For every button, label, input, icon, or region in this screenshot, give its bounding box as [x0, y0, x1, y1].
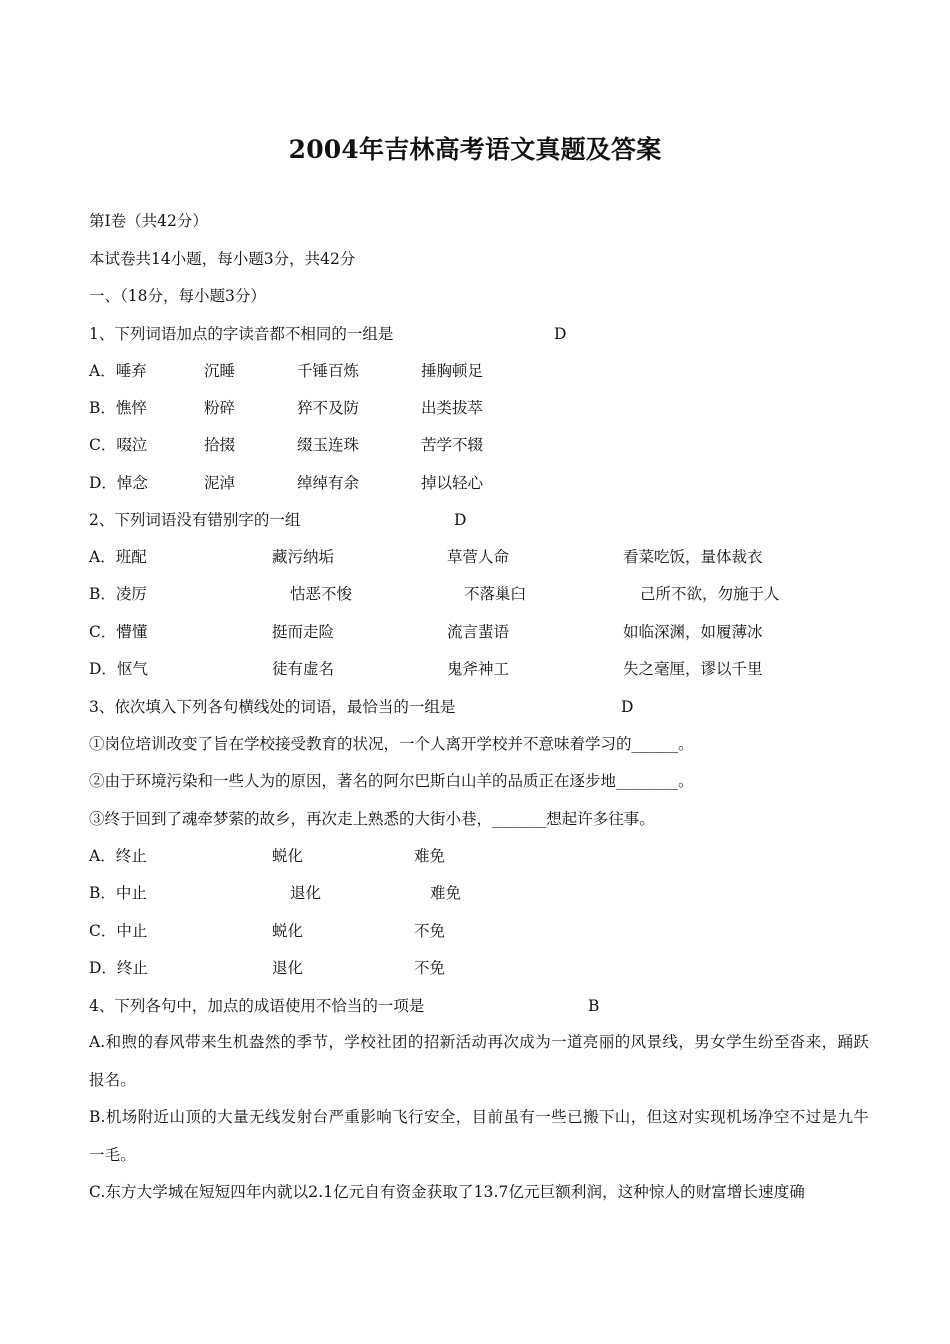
q3-option-b-3: 难免: [430, 884, 462, 902]
question-3-answer: D: [621, 698, 634, 716]
q2-option-a-2: 藏污纳垢: [272, 548, 335, 566]
q1-option-d-1: D．悼念: [89, 474, 148, 492]
question-1-answer: D: [554, 325, 567, 343]
q1-option-b-2: 粉碎: [204, 399, 236, 417]
q3-option-d-2: 退化: [272, 959, 304, 977]
q3-option-c-2: 蜕化: [272, 922, 304, 940]
q1-option-c-4: 苦学不辍: [421, 436, 484, 454]
q3-sentence-3: ③终于回到了魂牵梦萦的故乡，再次走上熟悉的大街小巷，_______想起许多往事。: [89, 810, 655, 828]
q1-option-c-1: C．啜泣: [89, 436, 148, 454]
q2-option-b-2: 怙恶不悛: [290, 585, 353, 603]
q3-option-b-2: 退化: [290, 884, 322, 902]
q1-option-b-4: 出类拔萃: [421, 399, 484, 417]
q2-option-a-1: A．班配: [89, 548, 147, 566]
question-4-answer: B: [588, 997, 600, 1015]
q3-option-a-3: 难免: [414, 847, 446, 865]
q1-option-d-2: 泥淖: [204, 474, 236, 492]
document-title: 2004年吉林高考语文真题及答案: [288, 135, 662, 164]
question-4-stem: 4、下列各句中，加点的成语使用不恰当的一项是: [89, 997, 425, 1015]
q2-option-d-3: 鬼斧神工: [447, 660, 510, 678]
q2-option-c-3: 流言蜚语: [447, 623, 510, 641]
q4-option-a: A.和煦的春风带来生机盎然的季节，学校社团的招新活动再次成为一道亮丽的风景线，男女学生纷至沓来，踊跃报名。: [89, 1033, 869, 1089]
q2-option-a-4: 看菜吃饭，量体裁衣: [623, 548, 763, 566]
q3-option-c-1: C．中止: [89, 922, 148, 940]
q2-option-a-3: 草菅人命: [447, 548, 510, 566]
q2-option-d-4: 失之毫厘，谬以千里: [623, 660, 763, 678]
q4-option-b: B.机场附近山顶的大量无线发射台严重影响飞行安全，目前虽有一些已搬下山，但这对实现机场净空不过是九牛一毛。: [89, 1108, 869, 1164]
q3-option-b-1: B．中止: [89, 884, 147, 902]
q3-option-d-3: 不免: [414, 959, 446, 977]
q2-option-c-4: 如临深渊，如履薄冰: [623, 623, 763, 641]
q3-option-a-1: A．终止: [89, 847, 147, 865]
q2-option-c-2: 挺而走险: [272, 623, 335, 641]
q1-option-b-1: B．憔悴: [89, 399, 147, 417]
q1-option-d-3: 绰绰有余: [297, 474, 360, 492]
question-3-stem: 3、依次填入下列各句横线处的词语，最恰当的一组是: [89, 698, 456, 716]
q3-option-c-3: 不免: [414, 922, 446, 940]
q2-option-b-3: 不落巢臼: [464, 585, 527, 603]
q1-option-a-2: 沉睡: [204, 362, 236, 380]
q1-option-c-3: 缀玉连珠: [297, 436, 360, 454]
section-header: 第Ⅰ卷（共42分）: [89, 212, 208, 230]
q2-option-c-1: C．懵懂: [89, 623, 148, 641]
question-2-answer: D: [454, 511, 467, 529]
q1-option-c-2: 拾掇: [204, 436, 236, 454]
q2-option-b-1: B．凌厉: [89, 585, 147, 603]
section-note: 本试卷共14小题，每小题3分，共42分: [89, 250, 356, 268]
q3-option-d-1: D．终止: [89, 959, 148, 977]
q3-option-a-2: 蜕化: [272, 847, 304, 865]
q1-option-a-1: A．唾弃: [89, 362, 147, 380]
q1-option-d-4: 掉以轻心: [421, 474, 484, 492]
q3-sentence-2: ②由于环境污染和一些人为的原因，著名的阿尔巴斯白山羊的品质正在逐步地________。: [89, 772, 694, 790]
q3-sentence-1: ①岗位培训改变了旨在学校接受教育的状况，一个人离开学校并不意味着学习的______。: [89, 735, 694, 753]
q2-option-d-2: 徒有虚名: [272, 660, 335, 678]
part-one-heading: 一、（18分，每小题3分）: [89, 287, 266, 305]
q1-option-a-4: 捶胸顿足: [421, 362, 484, 380]
question-2-stem: 2、下列词语没有错别字的一组: [89, 511, 301, 529]
q2-option-b-4: 己所不欲，勿施于人: [640, 585, 780, 603]
question-1-stem: 1、下列词语加点的字读音都不相同的一组是: [89, 325, 394, 343]
q2-option-d-1: D．怄气: [89, 660, 148, 678]
q4-option-c: C.东方大学城在短短四年内就以2.1亿元自有资金获取了13.7亿元巨额利润，这种惊人的财富增长速度确: [89, 1183, 805, 1201]
q1-option-b-3: 猝不及防: [297, 399, 360, 417]
q1-option-a-3: 千锤百炼: [297, 362, 360, 380]
